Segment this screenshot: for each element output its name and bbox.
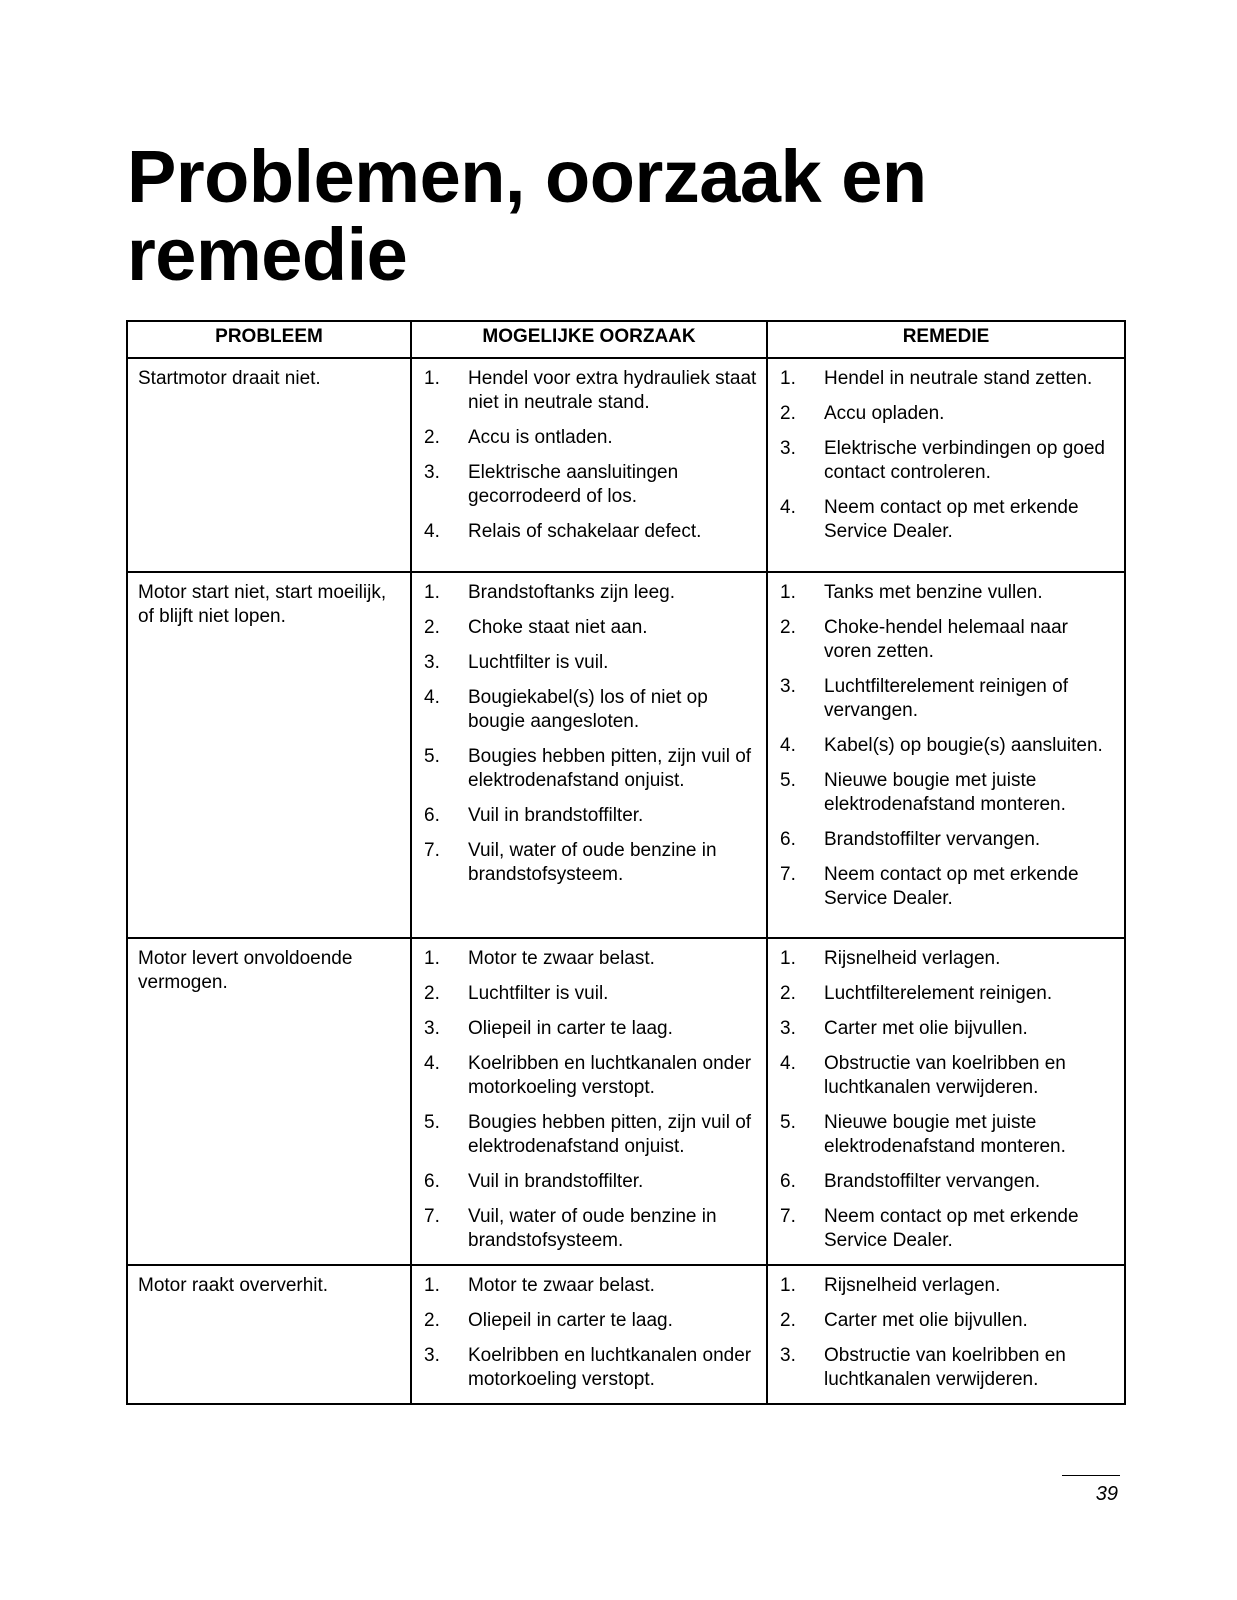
- cause-item-text: Luchtfilter is vuil.: [468, 983, 609, 1004]
- cause-item-text: Hendel voor extra hydrauliek staat niet in neutrale stand.: [468, 368, 757, 413]
- cause-item-number: 1.: [424, 948, 440, 969]
- table-body: [127, 358, 1125, 1404]
- remedy-item-text: Luchtfilterelement reinigen.: [824, 983, 1053, 1004]
- cause-item-number: 6.: [424, 1171, 440, 1192]
- remedy-item-number: 1.: [780, 1275, 796, 1296]
- remedy-item-number: 3.: [780, 438, 796, 459]
- cause-item-number: 2.: [424, 617, 440, 638]
- remedy-item-number: 5.: [780, 1112, 796, 1133]
- remedy-list-item: [768, 947, 1124, 982]
- remedy-list-item: [768, 1274, 1124, 1309]
- cause-item-number: 7.: [424, 1206, 440, 1227]
- cause-item-text: Elektrische aansluitingen gecorrodeerd of los.: [468, 462, 679, 507]
- cause-item-number: 1.: [424, 1275, 440, 1296]
- remedy-cell: [767, 1265, 1125, 1404]
- remedy-item-number: 6.: [780, 1171, 796, 1192]
- cause-list-item: [412, 1052, 766, 1111]
- remedy-item-text: Luchtfilterelement reinigen of vervangen.: [824, 676, 1068, 721]
- cause-item-number: 6.: [424, 805, 440, 826]
- cause-item-number: 5.: [424, 746, 440, 767]
- page-title-line-2: remedie: [127, 213, 408, 296]
- remedy-item-text: Kabel(s) op bougie(s) aansluiten.: [824, 735, 1103, 756]
- cause-item-number: 3.: [424, 1345, 440, 1366]
- cause-item-text: Motor te zwaar belast.: [468, 948, 655, 969]
- remedy-cell: [767, 358, 1125, 572]
- cause-item-number: 4.: [424, 687, 440, 708]
- remedy-list-item: [768, 367, 1124, 402]
- cause-item-number: 1.: [424, 368, 440, 389]
- problem-cell: Motor levert onvoldoende vermogen.: [127, 938, 411, 1265]
- remedy-item-number: 4.: [780, 497, 796, 518]
- remedy-list-item: [768, 402, 1124, 437]
- troubleshooting-table: [126, 320, 1126, 1405]
- cause-list-item: [412, 1170, 766, 1205]
- cause-item-text: Oliepeil in carter te laag.: [468, 1018, 673, 1039]
- remedy-list-item: [768, 1170, 1124, 1205]
- table-row: [127, 938, 1125, 1265]
- remedy-item-text: Nieuwe bougie met juiste elektrodenafstand monteren.: [824, 1112, 1066, 1157]
- cause-cell: [411, 938, 767, 1265]
- cause-cell: [411, 1265, 767, 1404]
- cause-item-number: 4.: [424, 1053, 440, 1074]
- remedy-cell: [767, 572, 1125, 938]
- remedy-item-text: Obstructie van koelribben en luchtkanalen verwijderen.: [824, 1053, 1066, 1098]
- remedy-item-number: 3.: [780, 676, 796, 697]
- remedy-item-text: Neem contact op met erkende Service Dealer.: [824, 864, 1079, 909]
- remedy-item-number: 7.: [780, 1206, 796, 1227]
- cause-list-item: [412, 686, 766, 745]
- problem-cell: Startmotor draait niet.: [127, 358, 411, 572]
- cause-item-text: Choke staat niet aan.: [468, 617, 648, 638]
- cause-item-text: Luchtfilter is vuil.: [468, 652, 609, 673]
- remedy-item-text: Carter met olie bijvullen.: [824, 1018, 1028, 1039]
- cause-item-number: 2.: [424, 1310, 440, 1331]
- cause-item-text: Relais of schakelaar defect.: [468, 521, 702, 542]
- cause-list-item: [412, 804, 766, 839]
- remedy-item-number: 3.: [780, 1018, 796, 1039]
- cause-list-item: [412, 1344, 766, 1403]
- remedy-list-item: [768, 982, 1124, 1017]
- cause-item-number: 3.: [424, 1018, 440, 1039]
- cause-list-item: [412, 1017, 766, 1052]
- remedy-item-text: Neem contact op met erkende Service Dealer.: [824, 497, 1079, 542]
- cause-list-item: [412, 651, 766, 686]
- cause-list-item: [412, 745, 766, 804]
- remedy-item-text: Tanks met benzine vullen.: [824, 582, 1043, 603]
- remedy-item-number: 2.: [780, 983, 796, 1004]
- remedy-item-number: 2.: [780, 1310, 796, 1331]
- cause-list-item: [412, 1205, 766, 1264]
- remedy-item-text: Rijsnelheid verlagen.: [824, 948, 1001, 969]
- remedy-item-text: Elektrische verbindingen op goed contact controleren.: [824, 438, 1105, 483]
- remedy-item-text: Brandstoffilter vervangen.: [824, 829, 1041, 850]
- problem-cell: Motor raakt oververhit.: [127, 1265, 411, 1404]
- cause-item-text: Motor te zwaar belast.: [468, 1275, 655, 1296]
- remedy-cell: [767, 938, 1125, 1265]
- cause-item-text: Bougies hebben pitten, zijn vuil of elektrodenafstand onjuist.: [468, 1112, 752, 1157]
- remedy-item-text: Nieuwe bougie met juiste elektrodenafstand monteren.: [824, 770, 1066, 815]
- remedy-list-item: [768, 1052, 1124, 1111]
- table-row: [127, 358, 1125, 572]
- remedy-item-number: 1.: [780, 582, 796, 603]
- remedy-item-text: Choke-hendel helemaal naar voren zetten.: [824, 617, 1068, 662]
- remedy-item-text: Carter met olie bijvullen.: [824, 1310, 1028, 1331]
- cause-item-text: Accu is ontladen.: [468, 427, 613, 448]
- cause-item-number: 4.: [424, 521, 440, 542]
- cause-item-text: Oliepeil in carter te laag.: [468, 1310, 673, 1331]
- cause-item-number: 3.: [424, 462, 440, 483]
- cause-list-item: [412, 581, 766, 616]
- remedy-item-number: 2.: [780, 403, 796, 424]
- cause-item-text: Brandstoftanks zijn leeg.: [468, 582, 676, 603]
- table-header-row: [127, 321, 1125, 358]
- remedy-item-number: 4.: [780, 735, 796, 756]
- cause-list-item: [412, 426, 766, 461]
- cause-item-text: Koelribben en luchtkanalen onder motorkoeling verstopt.: [468, 1345, 752, 1390]
- remedy-list-item: [768, 675, 1124, 734]
- table-row: [127, 1265, 1125, 1404]
- remedy-list-item: [768, 616, 1124, 675]
- remedy-list-item: [768, 1017, 1124, 1052]
- page-title-line-1: Problemen, oorzaak en: [127, 135, 927, 218]
- cause-list-item: [412, 839, 766, 898]
- cause-list-item: [412, 461, 766, 520]
- cause-item-number: 5.: [424, 1112, 440, 1133]
- remedy-item-number: 7.: [780, 864, 796, 885]
- remedy-item-text: Obstructie van koelribben en luchtkanalen verwijderen.: [824, 1345, 1066, 1390]
- remedy-list-item: [768, 581, 1124, 616]
- remedy-item-number: 3.: [780, 1345, 796, 1366]
- cause-item-text: Bougies hebben pitten, zijn vuil of elektrodenafstand onjuist.: [468, 746, 752, 791]
- header-problem: PROBLEEM: [127, 321, 411, 358]
- cause-list-item: [412, 982, 766, 1017]
- cause-item-text: Vuil in brandstoffilter.: [468, 805, 644, 826]
- remedy-list-item: [768, 734, 1124, 769]
- cause-item-text: Vuil, water of oude benzine in brandstofsysteem.: [468, 840, 717, 885]
- cause-item-text: Koelribben en luchtkanalen onder motorkoeling verstopt.: [468, 1053, 752, 1098]
- cause-item-number: 1.: [424, 582, 440, 603]
- remedy-item-text: Neem contact op met erkende Service Dealer.: [824, 1206, 1079, 1251]
- table-row: [127, 572, 1125, 938]
- cause-list-item: [412, 367, 766, 426]
- remedy-list-item: [768, 1205, 1124, 1264]
- remedy-item-number: 1.: [780, 948, 796, 969]
- remedy-list-item: [768, 863, 1124, 922]
- page-title: [127, 135, 927, 296]
- cause-list-item: [412, 616, 766, 651]
- remedy-list-item: [768, 1111, 1124, 1170]
- remedy-list-item: [768, 437, 1124, 496]
- remedy-item-number: 5.: [780, 770, 796, 791]
- remedy-list-item: [768, 1344, 1124, 1403]
- remedy-item-text: Hendel in neutrale stand zetten.: [824, 368, 1093, 389]
- remedy-list-item: [768, 828, 1124, 863]
- remedy-item-text: Brandstoffilter vervangen.: [824, 1171, 1041, 1192]
- remedy-list-item: [768, 1309, 1124, 1344]
- cause-item-number: 3.: [424, 652, 440, 673]
- cause-item-number: 7.: [424, 840, 440, 861]
- remedy-item-text: Accu opladen.: [824, 403, 945, 424]
- cause-cell: [411, 572, 767, 938]
- cause-item-text: Vuil in brandstoffilter.: [468, 1171, 644, 1192]
- remedy-item-number: 1.: [780, 368, 796, 389]
- cause-list-item: [412, 1111, 766, 1170]
- header-cause: MOGELIJKE OORZAAK: [411, 321, 767, 358]
- remedy-item-text: Rijsnelheid verlagen.: [824, 1275, 1001, 1296]
- footer-rule: [1062, 1475, 1120, 1476]
- remedy-item-number: 6.: [780, 829, 796, 850]
- cause-item-text: Vuil, water of oude benzine in brandstofsysteem.: [468, 1206, 717, 1251]
- cause-cell: [411, 358, 767, 572]
- cause-item-number: 2.: [424, 983, 440, 1004]
- problem-cell: Motor start niet, start moeilijk, of blijft niet lopen.: [127, 572, 411, 938]
- remedy-list-item: [768, 496, 1124, 555]
- remedy-item-number: 4.: [780, 1053, 796, 1074]
- header-remedy: REMEDIE: [767, 321, 1125, 358]
- cause-list-item: [412, 947, 766, 982]
- remedy-list-item: [768, 769, 1124, 828]
- cause-item-text: Bougiekabel(s) los of niet op bougie aangesloten.: [468, 687, 708, 732]
- cause-item-number: 2.: [424, 427, 440, 448]
- cause-list-item: [412, 1309, 766, 1344]
- cause-list-item: [412, 1274, 766, 1309]
- remedy-item-number: 2.: [780, 617, 796, 638]
- page-number: 39: [1095, 1483, 1118, 1505]
- cause-list-item: [412, 520, 766, 555]
